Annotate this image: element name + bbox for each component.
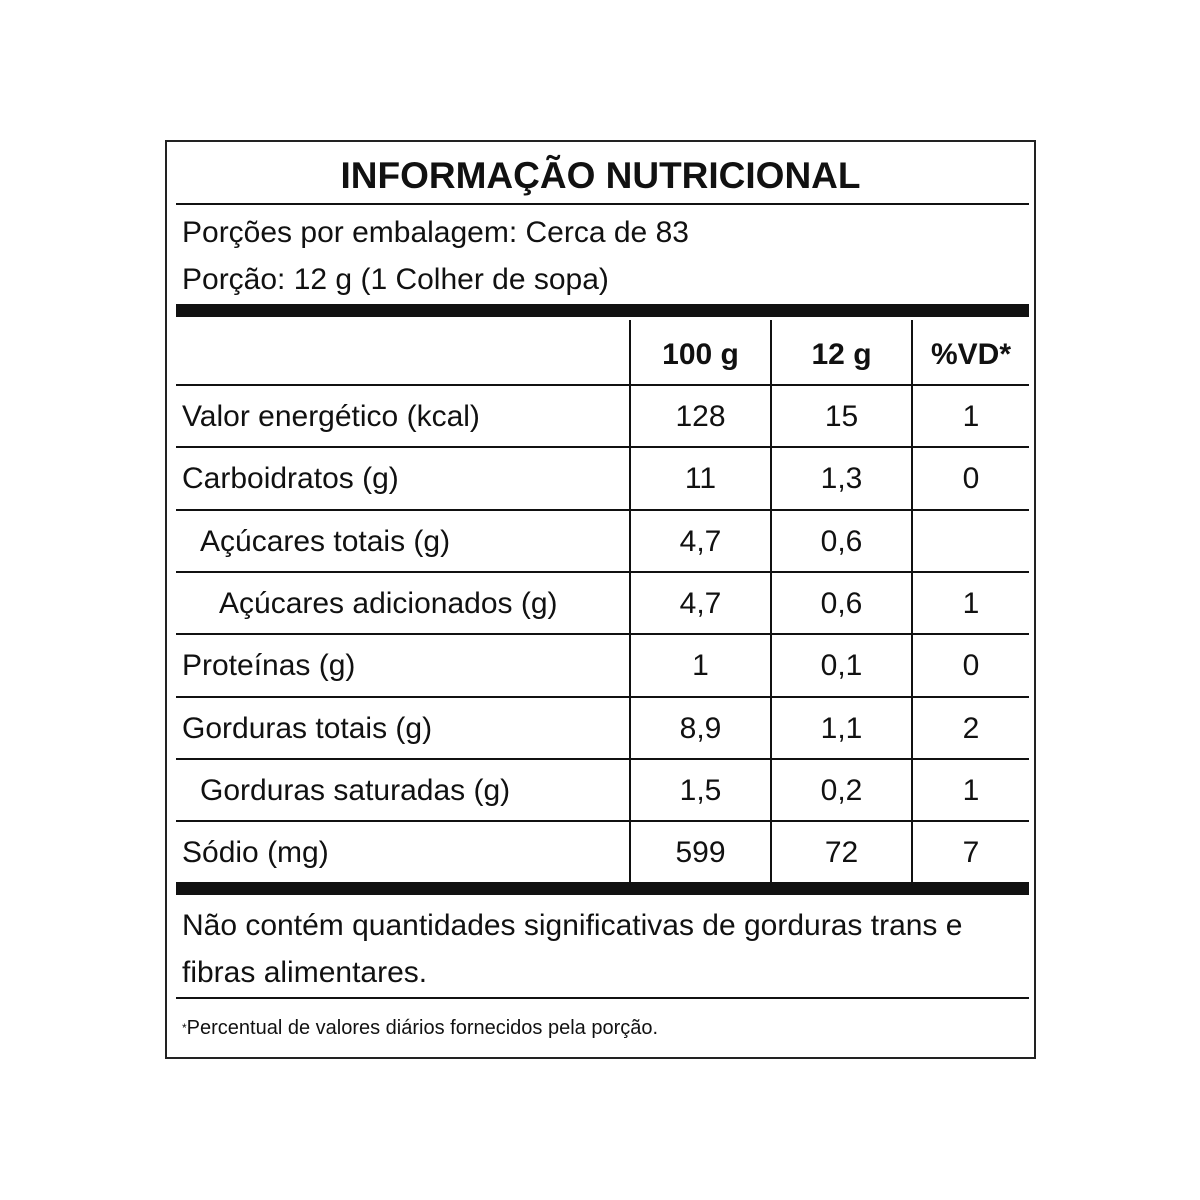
footnote-mark: *	[182, 1021, 187, 1035]
column-header-100g: 100 g	[662, 338, 739, 371]
table-row-total-sugars	[176, 511, 1029, 573]
nutrient-label: Gorduras totais (g)	[182, 712, 433, 745]
title-divider	[176, 203, 1029, 205]
nutrient-label: Valor energético (kcal)	[182, 400, 480, 433]
value-per-portion: 1,1	[820, 712, 863, 745]
table-row-energy	[176, 386, 1029, 448]
value-per-100g: 11	[684, 462, 717, 495]
note-divider	[176, 997, 1029, 999]
daily-value: 2	[962, 712, 980, 745]
value-per-100g: 599	[675, 836, 726, 869]
value-per-100g: 4,7	[679, 525, 722, 558]
value-per-100g: 4,7	[679, 587, 722, 620]
daily-value: 1	[962, 400, 980, 433]
value-per-100g: 128	[675, 400, 726, 433]
column-header-portion: 12 g	[811, 338, 872, 371]
nutrition-table	[176, 320, 1029, 882]
nutrient-label: Carboidratos (g)	[182, 462, 399, 495]
label-title: INFORMAÇÃO NUTRICIONAL	[340, 155, 861, 196]
nutrient-label: Sódio (mg)	[182, 836, 329, 869]
nutrient-label: Gorduras saturadas (g)	[200, 774, 511, 807]
value-per-portion: 0,1	[820, 649, 863, 682]
value-per-portion: 0,6	[820, 587, 863, 620]
nutrient-label: Açúcares totais (g)	[200, 525, 451, 558]
table-row-total-fat	[176, 698, 1029, 760]
table-row-carbohydrates	[176, 448, 1029, 510]
table-bottom-divider	[176, 882, 1029, 895]
table-row-proteins	[176, 635, 1029, 697]
nutrient-label: Proteínas (g)	[182, 649, 356, 682]
value-per-100g: 1	[692, 649, 709, 682]
nutrition-note: Não contém quantidades significativas de gorduras trans e fibras alimentares.	[182, 909, 963, 989]
value-per-portion: 15	[824, 400, 859, 433]
servings-per-package: Porções por embalagem: Cerca de 83	[182, 216, 689, 249]
serving-size: Porção: 12 g (1 Colher de sopa)	[182, 263, 609, 296]
serving-divider	[176, 304, 1029, 317]
daily-value: 7	[962, 836, 980, 869]
value-per-100g: 8,9	[679, 712, 722, 745]
table-row-added-sugars	[176, 573, 1029, 635]
daily-value: 0	[962, 649, 980, 682]
daily-value: 0	[962, 462, 980, 495]
column-header-daily-value: %VD*	[930, 338, 1012, 371]
table-header-row	[176, 324, 1029, 386]
daily-value: 1	[962, 587, 980, 620]
value-per-portion: 0,6	[820, 525, 863, 558]
value-per-portion: 72	[824, 836, 859, 869]
daily-value	[913, 511, 1029, 573]
value-per-100g: 1,5	[679, 774, 722, 807]
value-per-portion: 1,3	[820, 462, 863, 495]
table-row-saturated-fat	[176, 760, 1029, 822]
table-row-sodium	[176, 822, 1029, 884]
nutrient-label: Açúcares adicionados (g)	[219, 587, 558, 620]
footnote-text: Percentual de valores diários fornecidos pela porção.	[186, 1017, 659, 1039]
nutrition-label	[165, 140, 1036, 1059]
value-per-portion: 0,2	[820, 774, 863, 807]
daily-value: 1	[962, 774, 980, 807]
footnote	[182, 1013, 658, 1043]
